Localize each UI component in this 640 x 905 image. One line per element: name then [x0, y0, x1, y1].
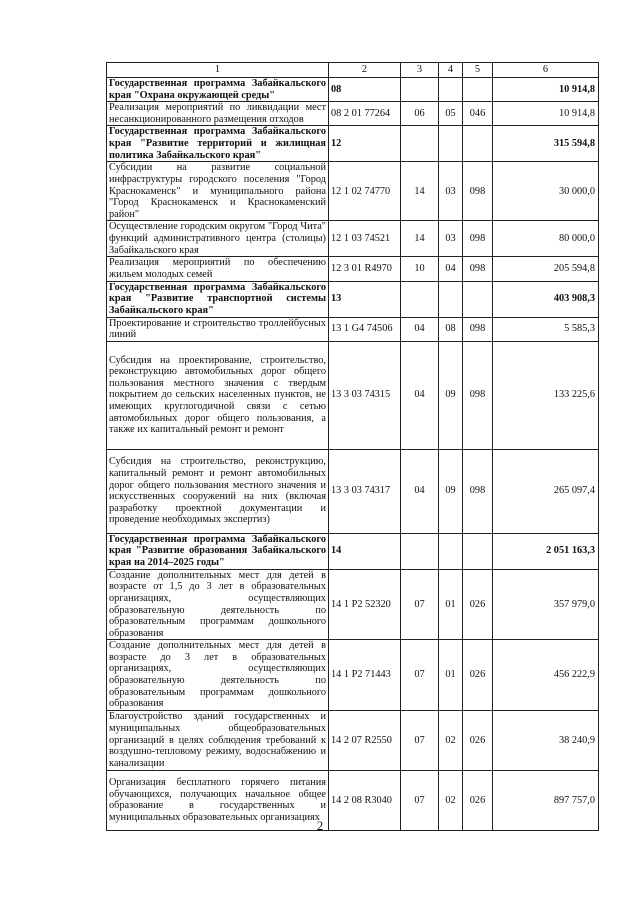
name-cell: Организация бесплатного горячего питания обучающихся, получающих начальное общее образование в государственных и муниципальных образовательных организациях	[107, 770, 329, 830]
subsection-cell: 02	[439, 710, 463, 770]
table-row	[107, 257, 599, 281]
section-cell	[401, 126, 439, 162]
section-cell: 10	[401, 257, 439, 281]
name-cell: Осуществление городским округом "Город Чита" функций административного центра (столицы) Забайкальского края	[107, 221, 329, 257]
recipient-cell: 098	[463, 257, 493, 281]
header-cell-2: 2	[329, 63, 401, 78]
header-cell-1: 1	[107, 63, 329, 78]
code-cell: 12 3 01 R4970	[329, 257, 401, 281]
subsection-cell: 08	[439, 317, 463, 341]
name-cell: Реализация мероприятий по обеспечению жильем молодых семей	[107, 257, 329, 281]
program-row	[107, 281, 599, 317]
amount-cell: 403 908,3	[493, 281, 599, 317]
name-cell: Государственная программа Забайкальского края "Развитие образования Забайкальского края на 2014–2025 годы"	[107, 533, 329, 569]
header-cell-4: 4	[439, 63, 463, 78]
header-cell-6: 6	[493, 63, 599, 78]
section-cell: 07	[401, 770, 439, 830]
code-cell: 08 2 01 77264	[329, 102, 401, 126]
table-row	[107, 102, 599, 126]
code-cell: 13	[329, 281, 401, 317]
name-cell: Государственная программа Забайкальского края "Охрана окружающей среды"	[107, 78, 329, 102]
section-cell: 07	[401, 569, 439, 640]
recipient-cell: 098	[463, 341, 493, 449]
amount-cell: 265 097,4	[493, 449, 599, 533]
subsection-cell: 02	[439, 770, 463, 830]
name-cell: Создание дополнительных мест для детей в возрасте до 3 лет в образовательных организациях, осуществляющих образовательную деятельность по образовательным программам дошкольного образования	[107, 640, 329, 711]
amount-cell: 2 051 163,3	[493, 533, 599, 569]
amount-cell: 456 222,9	[493, 640, 599, 711]
code-cell: 14	[329, 533, 401, 569]
code-cell: 12	[329, 126, 401, 162]
program-row	[107, 78, 599, 102]
code-cell: 13 3 03 74317	[329, 449, 401, 533]
section-cell: 14	[401, 221, 439, 257]
section-cell	[401, 533, 439, 569]
subsection-cell	[439, 78, 463, 102]
name-cell: Субсидия на строительство, реконструкцию, капитальный ремонт и ремонт автомобильных дорог общего пользования местного значения и искусственных сооружений на них (включая разработку проектной документации и проведение необходимых экспертиз)	[107, 449, 329, 533]
code-cell: 14 1 P2 52320	[329, 569, 401, 640]
amount-cell: 80 000,0	[493, 221, 599, 257]
section-cell	[401, 78, 439, 102]
name-cell: Государственная программа Забайкальского края "Развитие транспортной системы Забайкальского края"	[107, 281, 329, 317]
table-row	[107, 449, 599, 533]
table-row	[107, 162, 599, 221]
header-row	[107, 63, 599, 78]
subsection-cell: 05	[439, 102, 463, 126]
amount-cell: 133 225,6	[493, 341, 599, 449]
name-cell: Государственная программа Забайкальского края "Развитие территорий и жилищная политика Забайкальского края"	[107, 126, 329, 162]
recipient-cell: 026	[463, 770, 493, 830]
table-row	[107, 710, 599, 770]
recipient-cell: 098	[463, 162, 493, 221]
amount-cell: 315 594,8	[493, 126, 599, 162]
recipient-cell: 026	[463, 710, 493, 770]
amount-cell: 30 000,0	[493, 162, 599, 221]
subsection-cell: 09	[439, 449, 463, 533]
subsection-cell: 01	[439, 569, 463, 640]
subsection-cell	[439, 533, 463, 569]
section-cell: 04	[401, 317, 439, 341]
amount-cell: 357 979,0	[493, 569, 599, 640]
recipient-cell	[463, 126, 493, 162]
recipient-cell: 046	[463, 102, 493, 126]
name-cell: Создание дополнительных мест для детей в возрасте от 1,5 до 3 лет в образовательных организациях, осуществляющих образовательную деятельность по образовательным программам дошкольного образования	[107, 569, 329, 640]
subsection-cell: 01	[439, 640, 463, 711]
table-row	[107, 221, 599, 257]
recipient-cell: 098	[463, 221, 493, 257]
section-cell: 04	[401, 449, 439, 533]
name-cell: Реализация мероприятий по ликвидации мест несанкционированного размещения отходов	[107, 102, 329, 126]
section-cell: 07	[401, 640, 439, 711]
amount-cell: 5 585,3	[493, 317, 599, 341]
recipient-cell	[463, 281, 493, 317]
code-cell: 13 1 G4 74506	[329, 317, 401, 341]
table-row	[107, 569, 599, 640]
name-cell: Проектирование и строительство троллейбусных линий	[107, 317, 329, 341]
subsection-cell: 03	[439, 221, 463, 257]
table-row	[107, 341, 599, 449]
amount-cell: 10 914,8	[493, 78, 599, 102]
amount-cell: 205 594,8	[493, 257, 599, 281]
code-cell: 12 1 02 74770	[329, 162, 401, 221]
name-cell: Субсидия на проектирование, строительство, реконструкцию автомобильных дорог общего пользования местного значения с твердым покрытием до сельских населенных пунктов, не имеющих круглогодичной связи с сетью автомобильных дорог общего пользования, а также их капитальный ремонт и ремонт	[107, 341, 329, 449]
section-cell: 14	[401, 162, 439, 221]
header-cell-3: 3	[401, 63, 439, 78]
code-cell: 14 2 08 R3040	[329, 770, 401, 830]
recipient-cell: 026	[463, 640, 493, 711]
page-number: 2	[316, 818, 324, 833]
code-cell: 14 1 P2 71443	[329, 640, 401, 711]
subsection-cell: 09	[439, 341, 463, 449]
code-cell: 12 1 03 74521	[329, 221, 401, 257]
recipient-cell	[463, 78, 493, 102]
code-cell: 14 2 07 R2550	[329, 710, 401, 770]
recipient-cell	[463, 533, 493, 569]
table-row	[107, 317, 599, 341]
table-row	[107, 640, 599, 711]
recipient-cell: 098	[463, 317, 493, 341]
recipient-cell: 098	[463, 449, 493, 533]
section-cell: 06	[401, 102, 439, 126]
subsection-cell: 03	[439, 162, 463, 221]
code-cell: 08	[329, 78, 401, 102]
amount-cell: 10 914,8	[493, 102, 599, 126]
code-cell: 13 3 03 74315	[329, 341, 401, 449]
name-cell: Субсидии на развитие социальной инфраструктуры городского поселения "Город Краснокаменск" и муниципального района "Город Краснокаменск и Краснокаменский район"	[107, 162, 329, 221]
program-row	[107, 126, 599, 162]
amount-cell: 38 240,9	[493, 710, 599, 770]
section-cell: 07	[401, 710, 439, 770]
section-cell: 04	[401, 341, 439, 449]
section-cell	[401, 281, 439, 317]
subsection-cell: 04	[439, 257, 463, 281]
budget-table	[106, 62, 599, 831]
subsection-cell	[439, 126, 463, 162]
subsection-cell	[439, 281, 463, 317]
budget-table-body	[107, 63, 599, 831]
amount-cell: 897 757,0	[493, 770, 599, 830]
recipient-cell: 026	[463, 569, 493, 640]
program-row	[107, 533, 599, 569]
header-cell-5: 5	[463, 63, 493, 78]
name-cell: Благоустройство зданий государственных и муниципальных общеобразовательных организаций в целях соблюдения требований к воздушно-тепловому режиму, водоснабжению и канализации	[107, 710, 329, 770]
